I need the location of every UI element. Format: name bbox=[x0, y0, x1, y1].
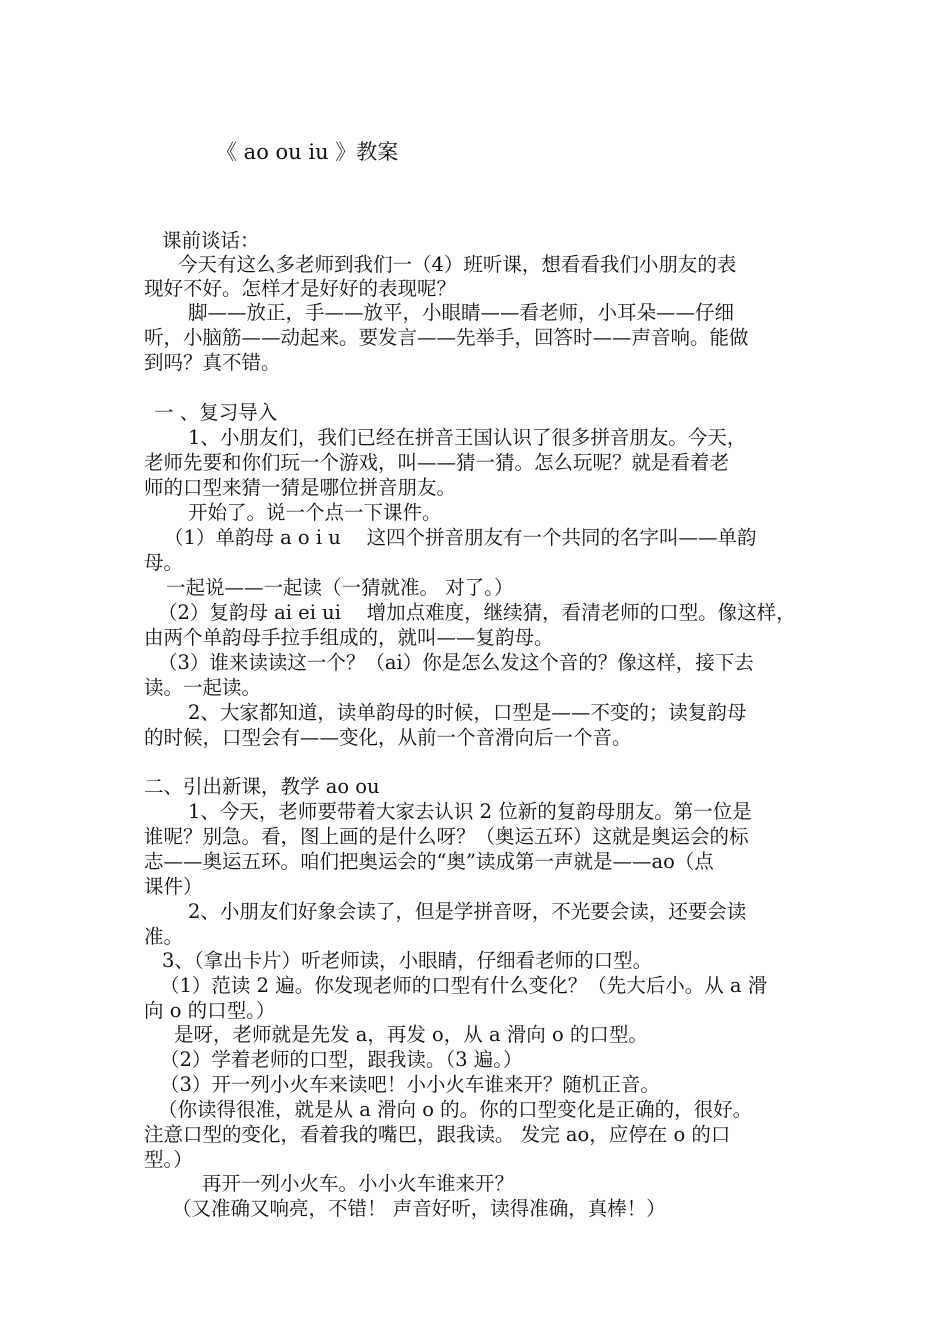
paragraph-line: 读。一起读。 bbox=[144, 676, 262, 699]
paragraph-line: （1）范读 2 遍。你发现老师的口型有什么变化？（先大后小。从 a 滑 bbox=[160, 974, 768, 997]
section-heading-review: 一 、复习导入 bbox=[154, 401, 278, 424]
paragraph-line: （3）谁来读读这一个？（ai）你是怎么发这个音的？像这样，接下去 bbox=[158, 651, 754, 674]
paragraph-line: （1）单韵母 a o i u 这四个拼音朋友有一个共同的名字叫——单韵 bbox=[164, 526, 757, 549]
paragraph-line: 现好不好。怎样才是好好的表现呢？ bbox=[144, 277, 457, 300]
paragraph-line: 谁呢？别急。看，图上画的是什么呀？（奥运五环）这就是奥运会的标 bbox=[144, 825, 749, 848]
paragraph-line: 注意口型的变化，看着我的嘴巴，跟我读。 发完 ao，应停在 o 的口 bbox=[144, 1123, 731, 1146]
paragraph-line: 开始了。说一个点一下课件。 bbox=[188, 501, 442, 524]
paragraph-line: 1、小朋友们，我们已经在拼音王国认识了很多拼音朋友。今天， bbox=[188, 426, 747, 449]
paragraph-line: 向 o 的口型。） bbox=[144, 999, 276, 1022]
paragraph-line: 今天有这么多老师到我们一（4）班听课，想看看我们小朋友的表 bbox=[178, 253, 737, 276]
document-title: 《 ao ou iu 》教案 bbox=[216, 140, 399, 164]
section-label-pre-class-talk: 课前谈话： bbox=[162, 229, 260, 252]
paragraph-line: （又准确又响亮，不错！ 声音好听，读得准确，真棒！） bbox=[172, 1197, 666, 1220]
paragraph-line: 准。 bbox=[144, 925, 184, 948]
paragraph-line: 2、大家都知道，读单韵母的时候，口型是——不变的；读复韵母 bbox=[188, 701, 747, 724]
paragraph-line: 母。 bbox=[144, 551, 184, 574]
paragraph-line: 3、（拿出卡片）听老师读，小眼睛，仔细看老师的口型。 bbox=[162, 949, 653, 972]
paragraph-line: 课件） bbox=[144, 875, 203, 898]
paragraph-line: 志——奥运五环。咱们把奥运会的“奥”读成第一声就是——ao（点 bbox=[144, 850, 714, 873]
paragraph-line: 2、小朋友们好象会读了，但是学拼音呀，不光要会读，还要会读 bbox=[188, 900, 747, 923]
paragraph-line: 脚——放正，手——放平，小眼睛——看老师，小耳朵——仔细 bbox=[188, 301, 735, 324]
section-heading-new-lesson: 二、引出新课，教学 ao ou bbox=[144, 775, 380, 798]
paragraph-line: 1、今天，老师要带着大家去认识 2 位新的复韵母朋友。第一位是 bbox=[188, 800, 752, 823]
paragraph-line: 是呀，老师就是先发 a，再发 o，从 a 滑向 o 的口型。 bbox=[174, 1023, 648, 1046]
paragraph-line: 老师先要和你们玩一个游戏，叫——猜一猜。怎么玩呢？就是看着老 bbox=[144, 451, 730, 474]
paragraph-line: 一起说——一起读（一猜就准。 对了。） bbox=[166, 576, 514, 599]
paragraph-line: 到吗？真不错。 bbox=[144, 351, 281, 374]
paragraph-line: 的时候，口型会有——变化，从前一个音滑向后一个音。 bbox=[144, 726, 632, 749]
paragraph-line: 由两个单韵母手拉手组成的，就叫——复韵母。 bbox=[144, 626, 554, 649]
paragraph-line: 师的口型来猜一猜是哪位拼音朋友。 bbox=[144, 476, 457, 499]
paragraph-line: （2）复韵母 ai ei ui 增加点难度，继续猜，看清老师的口型。像这样， bbox=[158, 601, 796, 624]
paragraph-line: 型。） bbox=[144, 1148, 193, 1171]
paragraph-line: 听，小脑筋——动起来。要发言——先举手，回答时——声音响。能做 bbox=[144, 326, 749, 349]
paragraph-line: 再开一列小火车。小小火车谁来开？ bbox=[202, 1172, 515, 1195]
paragraph-line: （你读得很准，就是从 a 滑向 o 的。你的口型变化是正确的，很好。 bbox=[158, 1098, 753, 1121]
paragraph-line: （2）学着老师的口型，跟我读。（3 遍。） bbox=[160, 1048, 523, 1071]
paragraph-line: （3）开一列小火车来读吧！小小火车谁来开？随机正音。 bbox=[160, 1073, 660, 1096]
